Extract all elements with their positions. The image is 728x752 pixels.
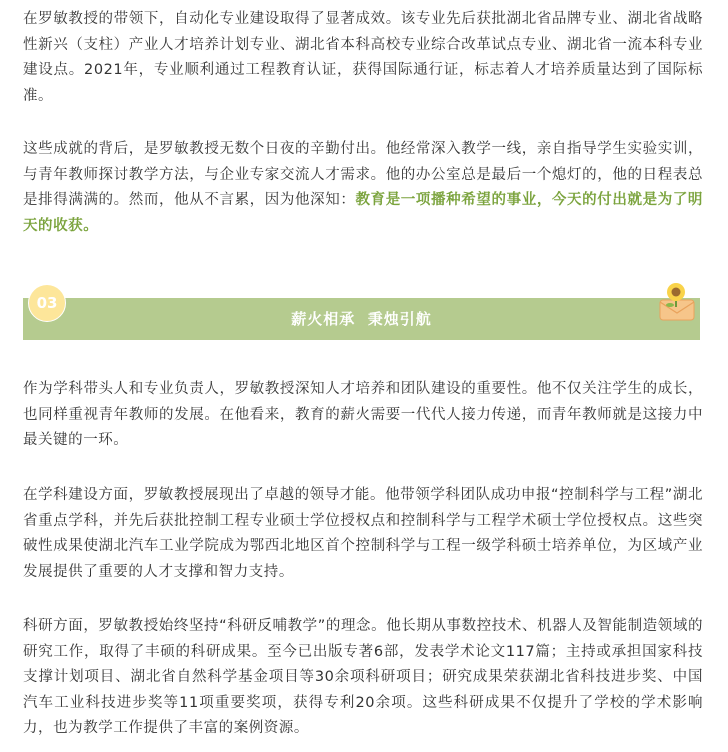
section-title: 薪火相承 秉烛引航 [291,310,432,328]
section-number-badge: 03 [28,284,66,322]
paragraph-achievements: 在罗敏教授的带领下，自动化专业建设取得了显著成效。该专业先后获批湖北省品牌专业、湖北省战略性新兴（支柱）产业人才培养计划专业、湖北省本科高校专业综合改革试点专业、湖北省一流本科专业建设点。2021年，专业顺利通过工程教育认证，获得国际通行证，标志着人才培养质量达到了国际标准。 [23,11,703,104]
paragraph-research: 科研方面，罗敏教授始终坚持“科研反哺教学”的理念。他长期从事数控技术、机器人及智能制造领域的研究工作，取得了丰硕的科研成果。至今已出版专著6部，发表学术论文117篇；主持或承担国家科技支撑计划项目、湖北省自然科学基金项目等30余项科研项目；研究成果荣获湖北省科技进步奖、中国汽车工业科技进步奖等11项重要奖项，获得专利20余项。这些科研成果不仅提升了学校的学术影响力，也为教学工作提供了丰富的案例资源。 [23,618,703,737]
paragraph-discipline: 在学科建设方面，罗敏教授展现出了卓越的领导才能。他带领学科团队成功申报“控制科学与工程”湖北省重点学科，并先后获批控制工程专业硕士学位授权点和控制科学与工程学术硕士学位授权点。这些突破性成果使湖北汽车工业学院成为鄂西北地区首个控制科学与工程一级学科硕士培养单位，为区域产业发展提供了重要的人才支撑和智力支持。 [23,487,703,580]
paragraph-dedication-text: 这些成就的背后，是罗敏教授无数个日夜的辛勤付出。他经常深入教学一线，亲自指导学生实验实训，与青年教师探讨教学方法，与企业专家交流人才需求。他的办公室总是最后一个熄灯的，他的日程表总是排得满满的。然而，他从不言累，因为他深知： [23,141,703,209]
section-banner [23,298,700,340]
sunflower-envelope-icon [652,276,702,326]
paragraph-talent: 作为学科带头人和专业负责人，罗敏教授深知人才培养和团队建设的重要性。他不仅关注学生的成长，也同样重视青年教师的发展。在他看来，教育的薪火需要一代代人接力传递，而青年教师就是这接力中最关键的一环。 [23,381,703,449]
highlight-quote: 教育是一项播种希望的事业，今天的付出就是为了明天的收获。 [23,192,703,234]
paragraph-dedication [23,137,703,239]
